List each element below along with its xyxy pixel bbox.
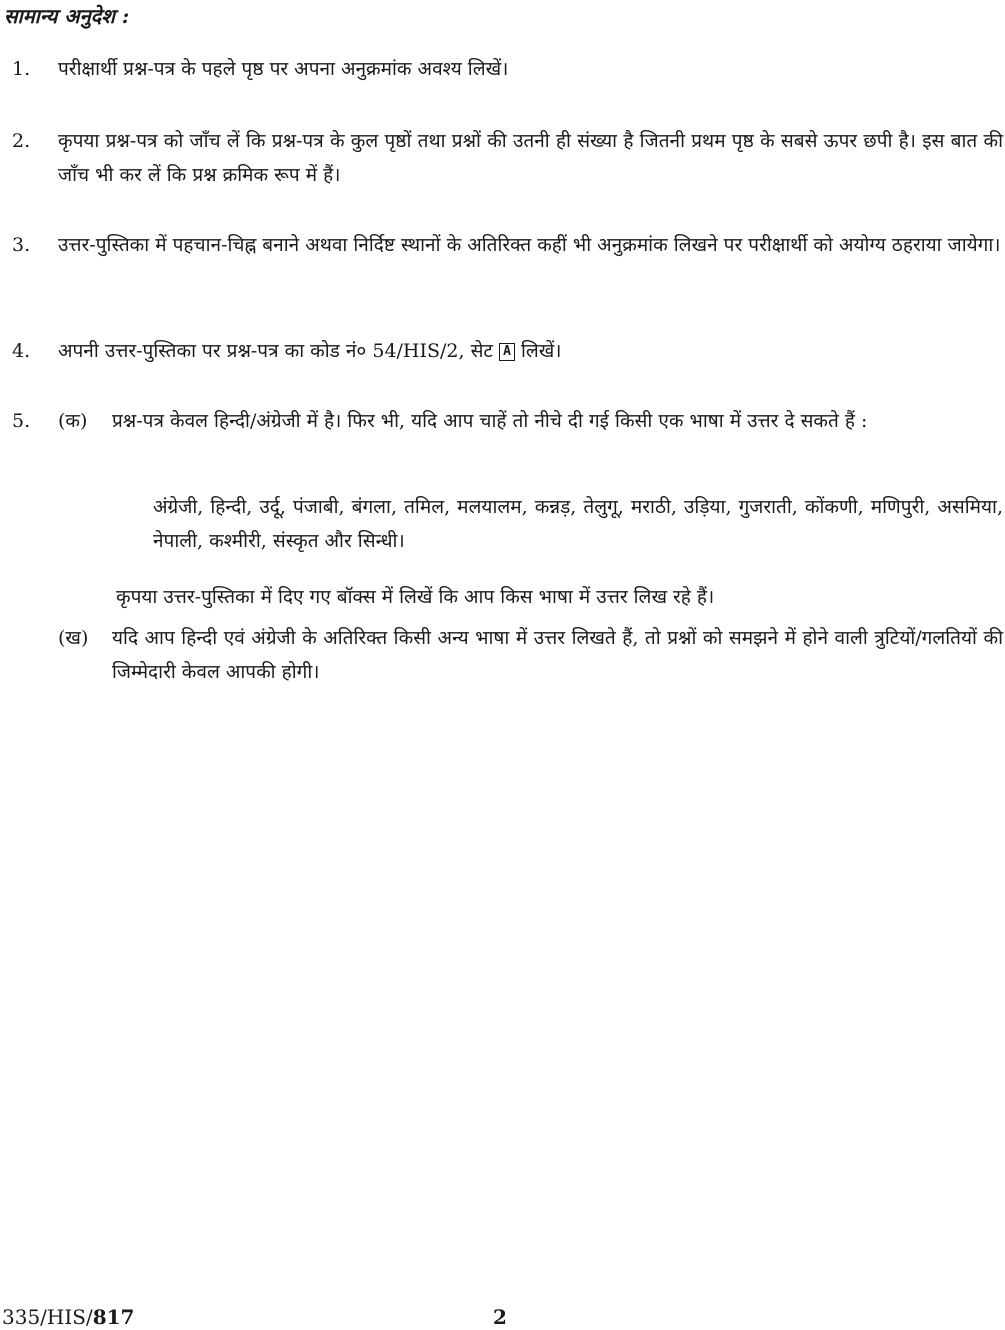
- instruction-text-before: अपनी उत्तर-पुस्तिका पर प्रश्न-पत्र का कोड नं० 54/HIS/2, सेट: [58, 340, 494, 362]
- instruction-number: 3.: [12, 234, 31, 256]
- language-list: अंग्रेजी, हिन्दी, उर्दू, पंजाबी, बंगला, तमिल, मलयालम, कन्नड़, तेलुगू, मराठी, उड़िया, गुजराती, कोंकणी, मणिपुरी, असमिया, नेपाली, कश्मीरी, संस्कृत और सिन्धी।: [153, 496, 1003, 552]
- instruction-text: परीक्षार्थी प्रश्न-पत्र के पहले पृष्ठ पर अपना अनुक्रमांक अवश्य लिखें।: [58, 58, 509, 80]
- instruction-5a: [0, 404, 1003, 438]
- sub-item-mark: (क): [58, 410, 88, 432]
- instruction-1: [0, 52, 1003, 86]
- language-box-note: कृपया उत्तर-पुस्तिका में दिए गए बॉक्स में लिखें कि आप किस भाषा में उत्तर लिख रहे हैं।: [116, 586, 715, 608]
- paper-code-number: 817: [92, 1305, 135, 1329]
- instruction-text: उत्तर-पुस्तिका में पहचान-चिह्न बनाने अथवा निर्दिष्ट स्थानों के अतिरिक्त कहीं भी अनुक्रमांक लिखने पर परीक्षार्थी को अयोग्य ठहराया जायेगा।: [58, 234, 1001, 256]
- instruction-3: [0, 228, 1003, 262]
- paper-code-prefix: 335/HIS/: [2, 1305, 93, 1329]
- instruction-number: 5.: [12, 410, 31, 432]
- sub-item-text: यदि आप हिन्दी एवं अंग्रेजी के अतिरिक्त किसी अन्य भाषा में उत्तर लिखते हैं, तो प्रश्नों को समझने में होने वाली त्रुटियों/गलतियों की जिम्मेदारी केवल आपकी होगी।: [112, 627, 1003, 683]
- sub-item-text: प्रश्न-पत्र केवल हिन्दी/अंग्रेजी में है। फिर भी, यदि आप चाहें तो नीचे दी गई किसी एक भाषा में उत्तर दे सकते हैं :: [112, 410, 868, 432]
- instruction-2: [0, 124, 1003, 192]
- sub-item-mark: (ख): [58, 627, 89, 649]
- instruction-number: 1.: [12, 58, 31, 80]
- instruction-text: कृपया प्रश्न-पत्र को जाँच लें कि प्रश्न-पत्र के कुल पृष्ठों तथा प्रश्नों की उतनी ही संख्या है जितनी प्रथम पृष्ठ के सबसे ऊपर छपी है। इस बात की जाँच भी कर लें कि प्रश्न क्रमिक रूप में हैं।: [58, 130, 1003, 186]
- instruction-5b: [0, 621, 1003, 689]
- set-code-box: A: [499, 343, 515, 361]
- page-number: 2: [493, 1305, 507, 1329]
- instruction-4: [0, 334, 1003, 368]
- instruction-number: 4.: [12, 340, 31, 362]
- general-instructions-heading: सामान्य अनुदेश :: [4, 4, 130, 28]
- paper-code: [2, 1305, 134, 1329]
- instruction-number: 2.: [12, 130, 31, 152]
- instruction-text-after: लिखें।: [520, 340, 562, 362]
- instruction-text: [58, 334, 1003, 368]
